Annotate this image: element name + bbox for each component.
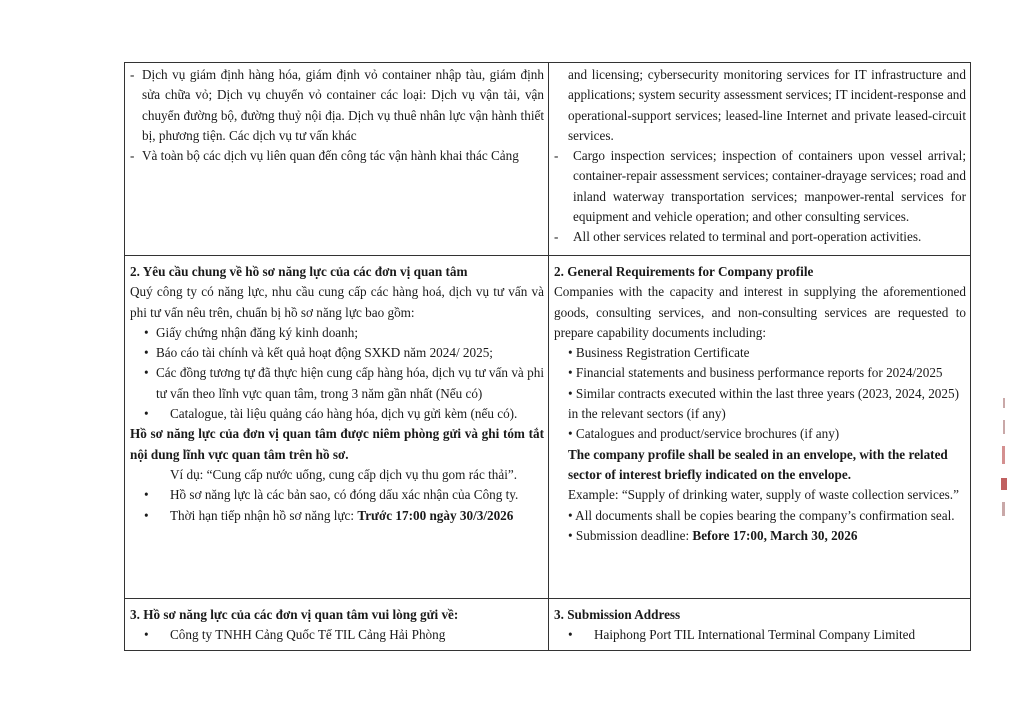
list-item: • Catalogue, tài liệu quảng cáo hàng hóa, dịch vụ gửi kèm (nếu có).: [130, 404, 544, 424]
en-section-heading: 2. General Requirements for Company profile: [554, 264, 814, 279]
bilingual-table: [124, 62, 971, 651]
vi-example: Ví dụ: “Cung cấp nước uống, cung cấp dịch vụ thu gom rác thải”.: [170, 466, 518, 482]
vi-deadline: [170, 506, 544, 526]
page-stamp-mark: [998, 398, 1010, 528]
en-doc-2: • Financial statements and business performance reports for 2024/2025: [568, 365, 943, 381]
list-item: • Hồ sơ năng lực là các bản sao, có đóng dấu xác nhận của Công ty.: [130, 485, 544, 505]
en-service-item-2: All other services related to terminal and port-operation activities.: [573, 229, 922, 245]
vi-copies: Hồ sơ năng lực là các bản sao, có đóng dấu xác nhận của Công ty.: [170, 487, 519, 503]
vi-catalogue: Catalogue, tài liệu quảng cáo hàng hóa, dịch vụ gửi kèm (nếu có).: [170, 406, 518, 422]
en-deadline: [554, 526, 966, 546]
en-copies: • All documents shall be copies bearing the company’s confirmation seal.: [568, 507, 955, 523]
vi-deadline-value: Trước 17:00 ngày 30/3/2026: [357, 507, 514, 523]
list-item: - Và toàn bộ các dịch vụ liên quan đến công tác vận hành khai thác Cảng: [130, 146, 544, 166]
en-company-name: Haiphong Port TIL International Terminal Company Limited: [594, 627, 916, 643]
table-row-services: [125, 63, 971, 256]
vi-doc-1: Giấy chứng nhận đăng ký kinh doanh;: [156, 324, 358, 340]
list-item: - All other services related to terminal and port-operation activities.: [554, 227, 966, 247]
en-deadline-value: Before 17:00, March 30, 2026: [692, 527, 858, 543]
table-row-requirements: [125, 256, 971, 599]
en-cell-submission: [549, 599, 971, 651]
vi-doc-3: Các đồng tương tự đã thực hiện cung cấp hàng hóa, dịch vụ tư vấn và phi tư vấn theo lĩnh vực quan tâm, trong 3 năm gần nhất (Nếu có): [156, 365, 544, 401]
en-deadline-label: • Submission deadline:: [568, 527, 693, 543]
list-item: - Dịch vụ giám định hàng hóa, giám định vỏ container nhập tàu, giám định sửa chữa vỏ; Dịch vụ chuyển vỏ container các loại: Dịch vụ vận tải, vận chuyển đường bộ, đường thuỷ nội địa. Dịch vụ thuê nhân lực vận hành thiết bị, phương tiện. Các dịch vụ tư vấn khác: [130, 65, 544, 146]
en-cell-services: [549, 63, 971, 256]
vi-cell-services: [125, 63, 549, 256]
vi-intro: Quý công ty có năng lực, nhu cầu cung cấp các hàng hoá, dịch vụ tư vấn và phi tư vấn nêu trên, chuẩn bị hồ sơ năng lực bao gồm:: [130, 284, 544, 320]
en-cell-requirements: [549, 256, 971, 599]
vi-sealed-note: Hồ sơ năng lực của đơn vị quan tâm được niêm phòng gửi và ghi tóm tắt nội dung lĩnh vực quan tâm trên hồ sơ.: [130, 426, 544, 462]
en-example: Example: “Supply of drinking water, supply of waste collection services.”: [568, 487, 959, 503]
list-item: • Haiphong Port TIL International Terminal Company Limited: [554, 625, 966, 645]
list-item: • Các đồng tương tự đã thực hiện cung cấp hàng hóa, dịch vụ tư vấn và phi tư vấn theo lĩnh vực quan tâm, trong 3 năm gần nhất (Nếu có): [130, 363, 544, 404]
vi-doc-2: Báo cáo tài chính và kết quả hoạt động SXKD năm 2024/ 2025;: [156, 345, 493, 361]
list-item: - Cargo inspection services; inspection of containers upon vessel arrival; container-repair assessment services; container-drayage services; road and inland waterway transportation services; manpower-rental services for equipment and vehicle operation; and other consulting services.: [554, 146, 966, 227]
vi-section-heading: 2. Yêu cầu chung về hồ sơ năng lực của các đơn vị quan tâm: [130, 264, 468, 279]
en-service-item-1: Cargo inspection services; inspection of containers upon vessel arrival; container-repair assessment services; container-drayage services; road and inland waterway transportation services; manpower-rental services for equipment and vehicle operation; and other consulting services.: [573, 148, 966, 225]
en-sealed-note: The company profile shall be sealed in an envelope, with the related sector of interest briefly indicated on the envelope.: [568, 446, 948, 482]
vi-company-name: Công ty TNHH Cảng Quốc Tế TIL Cảng Hải Phòng: [170, 627, 446, 643]
en-doc-3: • Similar contracts executed within the last three years (2023, 2024, 2025) in the relevant sectors (if any): [568, 385, 959, 422]
en-intro: Companies with the capacity and interest in supplying the aforementioned goods, consulting services, and non-consulting services are requested to prepare capability documents including:: [554, 284, 966, 340]
list-item: • Thời hạn tiếp nhận hồ sơ năng lực: Trước 17:00 ngày 30/3/2026: [130, 506, 544, 526]
vi-service-item-1: Dịch vụ giám định hàng hóa, giám định vỏ container nhập tàu, giám định sửa chữa vỏ; Dịch vụ chuyển vỏ container các loại: Dịch vụ vận tải, vận chuyển đường bộ, đường thuỷ nội địa. Dịch vụ thuê nhân lực vận hành thiết bị, phương tiện. Các dịch vụ tư vấn khác: [142, 67, 544, 143]
list-item: • Công ty TNHH Cảng Quốc Tế TIL Cảng Hải Phòng: [130, 625, 544, 645]
table-row-submission: [125, 599, 971, 651]
vi-service-item-2: Và toàn bộ các dịch vụ liên quan đến công tác vận hành khai thác Cảng: [142, 148, 519, 164]
en-doc-1: • Business Registration Certificate: [568, 345, 750, 361]
en-submission-heading: 3. Submission Address: [554, 607, 681, 622]
vi-submission-heading: 3. Hồ sơ năng lực của các đơn vị quan tâm vui lòng gửi về:: [130, 607, 459, 622]
list-item: • Báo cáo tài chính và kết quả hoạt động SXKD năm 2024/ 2025;: [130, 343, 544, 363]
list-item: • Giấy chứng nhận đăng ký kinh doanh;: [130, 323, 544, 343]
vi-cell-submission: [125, 599, 549, 651]
en-doc-4: • Catalogues and product/service brochures (if any): [568, 426, 840, 442]
en-service-continuation: and licensing; cybersecurity monitoring services for IT infrastructure and applications; system security assessment services; IT incident-response and operational-support services; leased-line Internet and private leased-circuit services.: [568, 67, 966, 143]
vi-cell-requirements: [125, 256, 549, 599]
vi-deadline-label: Thời hạn tiếp nhận hồ sơ năng lực:: [170, 507, 358, 523]
